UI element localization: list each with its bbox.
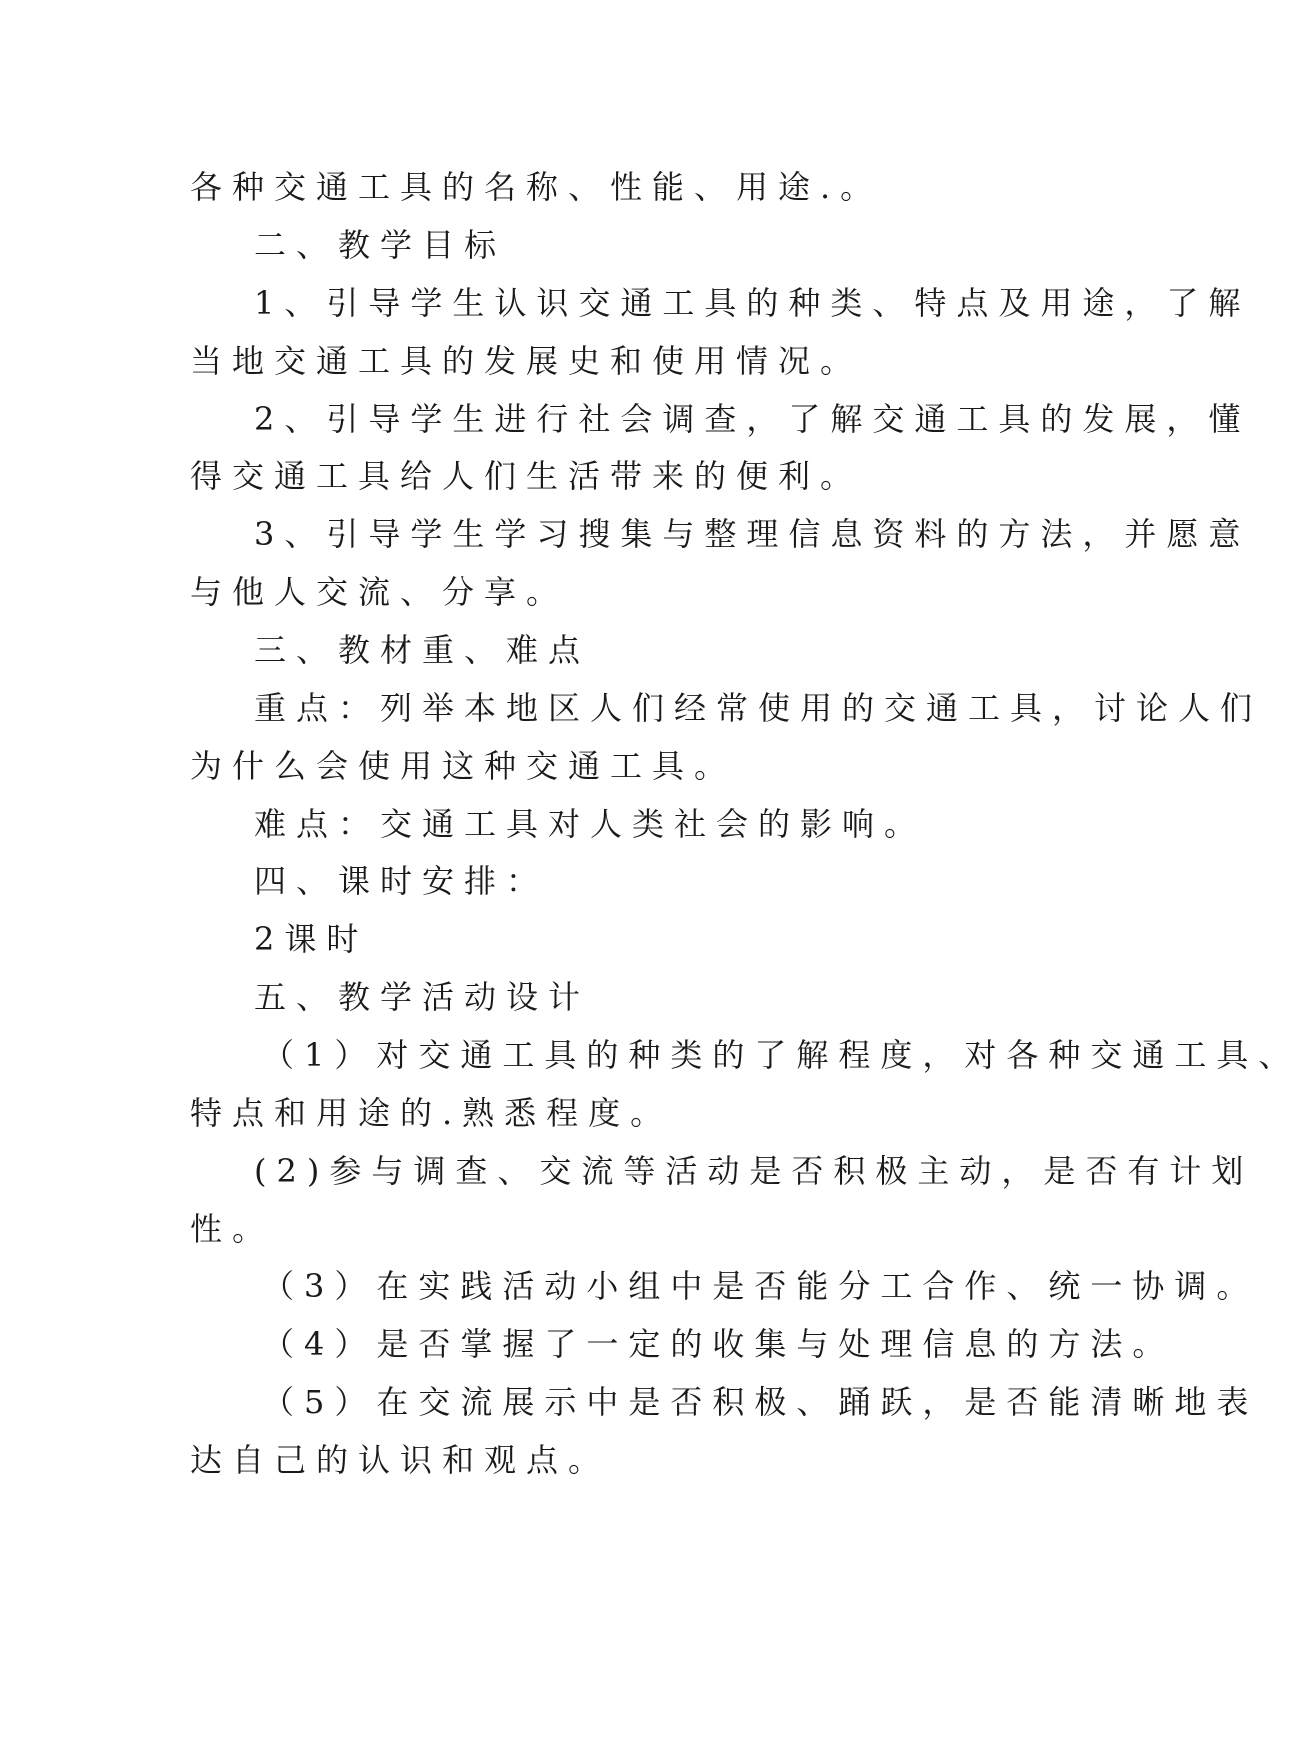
text-line: 得交通工具给人们生活带来的便利。 [190, 457, 863, 495]
text-line: 2课时 [254, 920, 369, 958]
text-line: （5）在交流展示中是否积极、踊跃，是否能清晰地表 [262, 1383, 1259, 1421]
section-heading: 三、教材重、难点 [254, 631, 591, 669]
text-line: 当地交通工具的发展史和使用情况。 [190, 342, 863, 380]
text-line: 3、引导学生学习搜集与整理信息资料的方法，并愿意 [254, 515, 1251, 553]
section-heading: 四、课时安排： [254, 862, 549, 900]
text-line: 为什么会使用这种交通工具。 [190, 747, 737, 785]
text-line: 重点：列举本地区人们经常使用的交通工具，讨论人们 [254, 689, 1263, 727]
text-line: (2)参与调查、交流等活动是否积极主动，是否有计划 [254, 1152, 1254, 1190]
text-line: 2、引导学生进行社会调查，了解交通工具的发展，懂 [254, 400, 1251, 438]
text-line: 难点：交通工具对人类社会的影响。 [254, 805, 927, 843]
text-line: 与他人交流、分享。 [190, 573, 569, 611]
text-line: （1）对交通工具的种类的了解程度，对各种交通工具、 [262, 1036, 1300, 1074]
text-line: 性。 [190, 1210, 275, 1248]
text-line: 特点和用途的.熟悉程度。 [190, 1094, 673, 1132]
text-line: （3）在实践活动小组中是否能分工合作、统一协调。 [262, 1267, 1259, 1305]
section-heading: 五、教学活动设计 [254, 978, 591, 1016]
text-line: 1、引导学生认识交通工具的种类、特点及用途，了解 [254, 284, 1251, 322]
section-heading: 二、教学目标 [254, 226, 507, 264]
text-line: 各种交通工具的名称、性能、用途.。 [190, 168, 883, 206]
text-line: 达自己的认识和观点。 [190, 1441, 611, 1479]
text-line: （4）是否掌握了一定的收集与处理信息的方法。 [262, 1325, 1175, 1363]
